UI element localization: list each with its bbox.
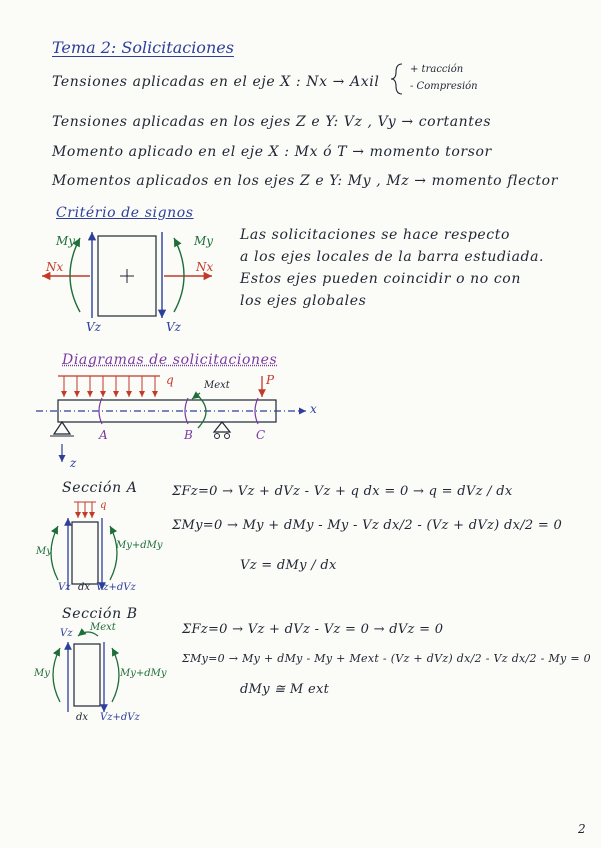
- page-number: 2: [578, 822, 586, 836]
- label-c: C: [256, 428, 266, 442]
- seccion-b-heading: Sección B: [62, 606, 138, 622]
- label-a: A: [99, 428, 108, 442]
- label-z: z: [70, 456, 77, 470]
- label-vz-right: Vz: [166, 320, 181, 334]
- secA-label-vz: Vz: [58, 582, 71, 593]
- secA-eq2: ΣMy=0 → My + dMy - My - Vz dx/2 - (Vz + dVz) dx/2 = 0: [172, 518, 563, 533]
- label-mext: Mext: [204, 380, 230, 391]
- secB-label-my: My: [34, 668, 50, 679]
- secB-label-mext: Mext: [90, 622, 116, 633]
- criterio-heading: Critério de signos: [56, 205, 194, 221]
- roller-support: [214, 422, 230, 432]
- label-b: B: [184, 428, 193, 442]
- axil-traccion: + tracción: [410, 64, 464, 75]
- secB-label-vz: Vz: [60, 628, 73, 639]
- secA-label-my: My: [36, 546, 52, 557]
- line-cortantes: Tensiones aplicadas en los ejes Z e Y: Vz , Vy → cortantes: [52, 114, 492, 130]
- line-flector: Momentos aplicados en los ejes Z e Y: My , Mz → momento flector: [52, 173, 558, 189]
- label-my-left: My: [56, 234, 76, 248]
- label-nx-left: Nx: [46, 260, 64, 274]
- pin-support: [54, 422, 70, 434]
- secA-eq1: ΣFz=0 → Vz + dVz - Vz + q dx = 0 → q = dVz / dx: [172, 484, 513, 499]
- secB-eq3: dMy ≅ M ext: [240, 682, 330, 697]
- criterio-text-2: a los ejes locales de la barra estudiada.: [240, 249, 545, 265]
- criterio-text-1: Las solicitaciones se hace respecto: [240, 227, 510, 243]
- criterio-text-3: Estos ejes pueden coincidir o no con: [240, 271, 521, 287]
- label-my-right: My: [194, 234, 214, 248]
- secB-eq1: ΣFz=0 → Vz + dVz - Vz = 0 → dVz = 0: [182, 622, 444, 637]
- label-x: x: [310, 402, 317, 416]
- secA-label-vzdvz: Vz+dVz: [96, 582, 136, 593]
- line-axil: Tensiones aplicadas en el eje X : Nx → Axil: [52, 74, 380, 90]
- seccion-a-diagram: [51, 502, 117, 590]
- secB-label-vzdvz: Vz+dVz: [100, 712, 140, 723]
- line-torsor: Momento aplicado en el eje X : Mx ó T → momento torsor: [52, 144, 492, 160]
- mext-arc: [198, 396, 206, 428]
- label-nx-right: Nx: [196, 260, 214, 274]
- secA-eq3: Vz = dMy / dx: [240, 558, 337, 573]
- secA-label-mydmy: My+dMy: [116, 540, 163, 551]
- diagramas-heading: Diagramas de solicitaciones: [62, 352, 278, 368]
- seccion-a-heading: Sección A: [62, 480, 138, 496]
- page-title: Tema 2: Solicitaciones: [52, 38, 234, 57]
- secA-label-dx: dx: [78, 582, 91, 593]
- seccion-b-diagram: [53, 632, 119, 712]
- secB-eq2: ΣMy=0 → My + dMy - My + Mext - (Vz + dVz) dx/2 - Vz dx/2 - My = 0: [182, 652, 591, 665]
- secB-label-mydmy: My+dMy: [120, 668, 167, 679]
- secB-label-dx: dx: [76, 712, 89, 723]
- beam-diagram: [36, 376, 306, 462]
- label-vz-left: Vz: [86, 320, 101, 334]
- axil-compresion: - Compresión: [410, 81, 478, 92]
- label-p: P: [266, 373, 275, 387]
- criterio-text-4: los ejes globales: [240, 293, 367, 309]
- my-left-arc: [70, 238, 80, 312]
- secA-label-q: q: [100, 500, 107, 511]
- my-right-arc: [174, 238, 184, 312]
- label-q: q: [166, 373, 174, 387]
- brace: [391, 64, 402, 94]
